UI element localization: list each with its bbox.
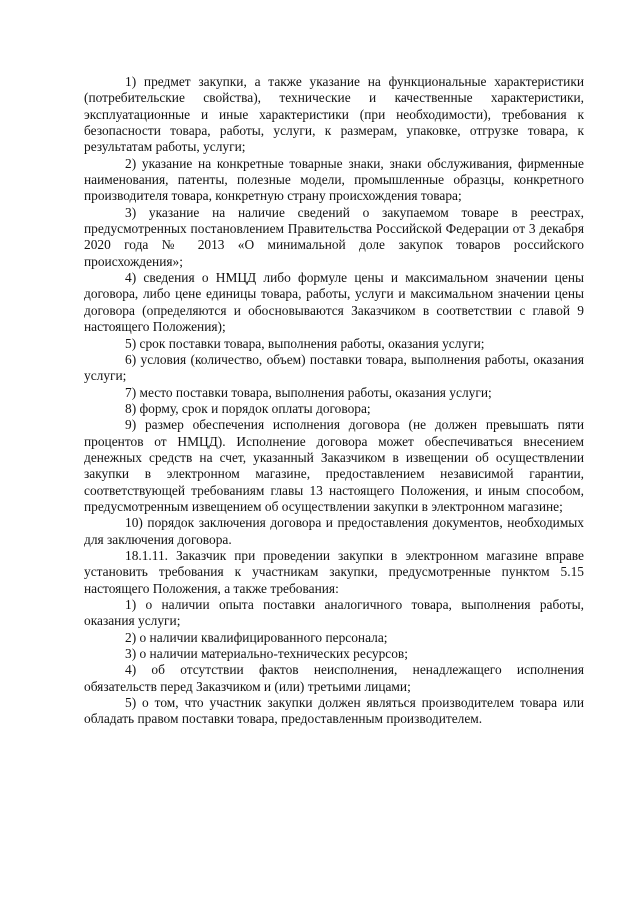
list-item-conditions: 6) условия (количество, объем) поставки товара, выполнения работы, оказания услуги; (84, 351, 584, 384)
list-item-place: 7) место поставки товара, выполнения работы, оказания услуги; (125, 384, 492, 400)
list-item-delivery-term: 5) срок поставки товара, выполнения работы, оказания услуги; (125, 335, 485, 351)
list-item-contract-procedure: 10) порядок заключения договора и предоставления документов, необходимых для заключения договора. (84, 515, 584, 547)
requirement-personnel: 2) о наличии квалифицированного персонала; (125, 629, 388, 645)
list-item-registry: 3) указание на наличие сведений о закупаемом товаре в реестрах, предусмотренных постановлением Правительства Российской Федерации от 3 декабря 2020 года № 2013 «О минимальной доле закупок товаров российского происхождения»; (84, 204, 584, 269)
requirement-manufacturer: 5) о том, что участник закупки должен являться производителем товара или обладать правом поставки товара, предоставленным производителем. (84, 695, 584, 727)
list-item-price: 4) сведения о НМЦД либо формуле цены и максимальном значении цены договора, либо цене единицы товара, работы, услуги и максимальном значении цены договора (определяются и обосновываются Заказчиком в соответствии с главой 9 настоящего Положения); (84, 270, 584, 335)
list-item-subject: 1) предмет закупки, а также указание на функциональные характеристики (потребительские свойства), технические и качественные характеристики, эксплуатационные и иные характеристики (при необходимости), требования к безопасности товара, работы, услуги, к размерам, упаковке, отгрузке товара, к результатам работы, услуги; (84, 74, 584, 155)
requirement-no-violations: 4) об отсутствии фактов неисполнения, ненадлежащего исполнения обязательств перед Заказчиком и (или) третьими лицами; (84, 662, 584, 694)
requirement-resources: 3) о наличии материально-технических ресурсов; (125, 646, 408, 662)
list-item-security: 9) размер обеспечения исполнения договора (не должен превышать пяти процентов от НМЦД). Исполнение договора может обеспечиваться внесением денежных средств на счет, указанный Заказчиком в извещении об осуществлении закупки в электронном магазине, предоставлением независимой гарантии, соответствующей требованиям главы 13 настоящего Положения, и иным способом, предусмотренным извещением об осуществлении закупки в электронном магазине; (84, 417, 584, 514)
document-body (84, 74, 584, 728)
list-item-trademarks: 2) указание на конкретные товарные знаки, знаки обслуживания, фирменные наименования, патенты, полезные модели, промышленные образцы, конкретного производителя товара, конкретную страну происхождения товара; (84, 155, 584, 204)
requirement-experience: 1) о наличии опыта поставки аналогичного товара, выполнения работы, оказания услуги; (84, 597, 584, 629)
clause-18-1-11: 18.1.11. Заказчик при проведении закупки в электронном магазине вправе установить требования к участникам закупки, предусмотренные пунктом 5.15 настоящего Положения, а также требования: (84, 547, 584, 596)
list-item-payment: 8) форму, срок и порядок оплаты договора; (125, 400, 371, 416)
